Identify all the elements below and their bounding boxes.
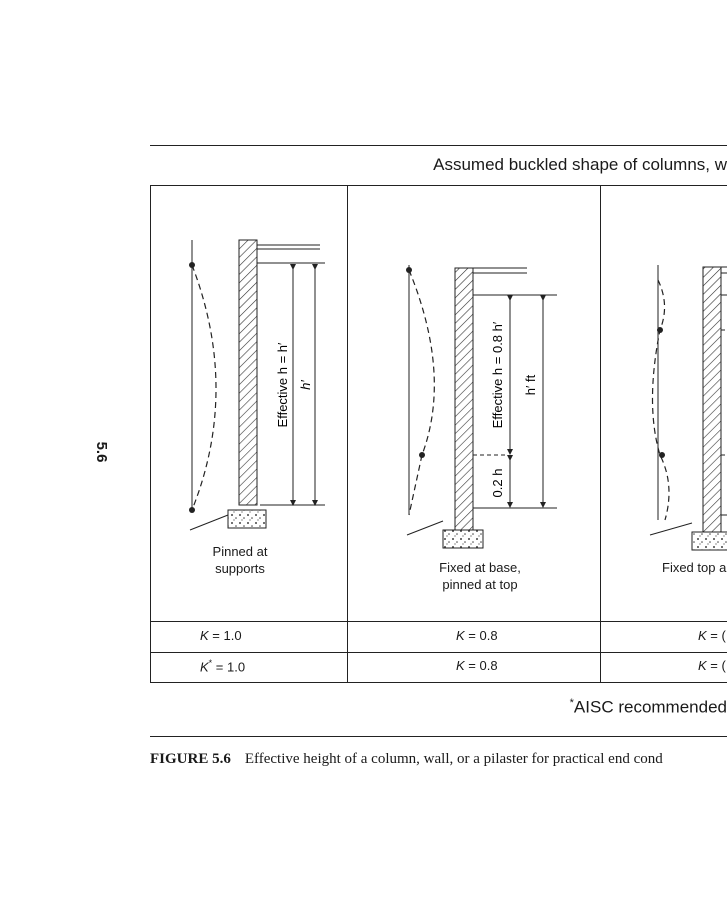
caption-fixed-base: Fixed at base, pinned at top bbox=[439, 560, 521, 592]
height-label-2: h′ ft bbox=[523, 374, 538, 396]
table-footnote: *AISC recommended bbox=[569, 697, 727, 717]
effective-height-label-2: Effective h = 0.8 h′ bbox=[490, 321, 505, 429]
side-section-number: 5.6 bbox=[93, 441, 110, 463]
table-bottom-border bbox=[150, 682, 727, 683]
buckling-table bbox=[150, 185, 727, 683]
figure-label: FIGURE 5.6 bbox=[150, 751, 231, 767]
figure-caption bbox=[150, 751, 663, 768]
caption-fixed-top: Fixed top a bbox=[662, 560, 727, 575]
k-value-fixed-base: K = 0.8 bbox=[456, 628, 498, 643]
lower-height-label-2: 0.2 h bbox=[490, 468, 505, 498]
effective-height-label-1: Effective h = h′ bbox=[275, 342, 290, 428]
bottom-rule bbox=[150, 736, 727, 737]
panel-fixed-base-drawing bbox=[347, 185, 600, 621]
k-star-value-pinned: K* = 1.0 bbox=[200, 658, 246, 675]
k-row-1-border bbox=[150, 621, 727, 622]
k-star-value-fixed-base: K = 0.8 bbox=[456, 658, 498, 673]
table-header: Assumed buckled shape of columns, w bbox=[433, 155, 727, 174]
figure-caption-text: Effective height of a column, wall, or a pilaster for practical end cond bbox=[244, 751, 663, 767]
k-value-pinned: K = 1.0 bbox=[200, 628, 242, 643]
k-star-value-fixed-top: K = ( bbox=[698, 658, 726, 673]
caption-pinned: Pinned at supports bbox=[212, 544, 268, 576]
k-value-fixed-top: K = ( bbox=[698, 628, 726, 643]
k-row-2-border bbox=[150, 652, 727, 653]
height-label-1: h′ bbox=[298, 380, 313, 390]
panel-fixed-top-drawing bbox=[600, 185, 727, 621]
top-rule bbox=[150, 145, 727, 146]
